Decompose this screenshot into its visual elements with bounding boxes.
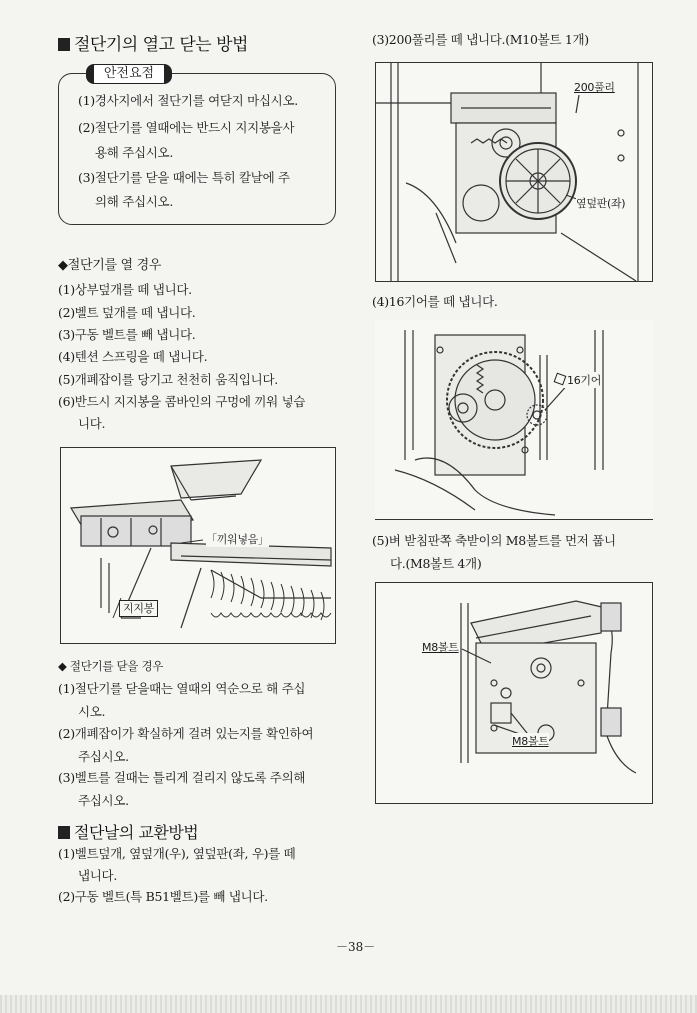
gear-marker-icon xyxy=(554,373,567,386)
square-bullet-icon xyxy=(58,38,70,51)
section-title-blade: 절단날의 교환방법 xyxy=(58,820,198,843)
blade-step-1-cont: 냅니다. xyxy=(78,868,117,883)
step-3-remove-pulley: (3)200풀리를 떼 냅니다.(M10볼트 1개) xyxy=(372,32,589,47)
close-step-2: (2)개폐잡이가 확실하게 걸려 있는지를 확인하여 xyxy=(58,726,314,741)
safety-line-2: (2)절단기를 열때에는 반드시 지지봉을사 xyxy=(78,120,295,135)
safety-line-3: 용해 주십시오. xyxy=(95,145,173,160)
bearing-plate-illustration xyxy=(376,583,654,805)
callout-m8-bolt-bottom: M8볼트 xyxy=(512,735,549,748)
pulley-illustration xyxy=(376,63,654,283)
blade-step-2: (2)구동 벨트(특 B51벨트)를 빼 냅니다. xyxy=(58,889,268,904)
open-step-6-cont: 니다. xyxy=(78,416,106,431)
scan-edge xyxy=(0,995,697,1013)
figure-m8-bolts xyxy=(375,582,653,804)
safety-tag xyxy=(86,64,172,84)
open-step-3: (3)구동 벨트를 빼 냅니다. xyxy=(58,327,196,342)
close-step-2-cont: 주십시오. xyxy=(78,749,129,764)
open-step-2: (2)벨트 덮개를 떼 냅니다. xyxy=(58,305,196,320)
open-step-1: (1)상부덮개를 떼 냅니다. xyxy=(58,282,192,297)
callout-side-cover-left: 옆덮판(좌) xyxy=(576,197,626,210)
cutter-open-illustration xyxy=(61,448,337,645)
safety-line-1: (1)경사지에서 절단기를 여닫지 마십시오. xyxy=(78,93,298,108)
callout-insert: 「끼워넣음」 xyxy=(206,533,269,546)
figure-gear xyxy=(375,320,653,520)
callout-200-pulley: 200풀리 xyxy=(574,81,615,94)
open-step-4: (4)텐션 스프링을 떼 냅니다. xyxy=(58,349,208,364)
page-number: －38－ xyxy=(336,940,376,954)
close-step-3-cont: 주십시오. xyxy=(78,793,129,808)
section-title-open-close: 절단기의 열고 닫는 방법 xyxy=(58,30,248,55)
blade-step-1: (1)벨트덮개, 옆덮개(우), 옆덮판(좌, 우)를 떼 xyxy=(58,846,296,861)
close-step-1: (1)절단기를 닫을때는 열때의 역순으로 해 주십 xyxy=(58,681,306,696)
step-5-loosen-bolts: (5)벼 받침판쪽 축받이의 M8볼트를 먼저 풉니 xyxy=(372,533,616,548)
callout-support-rod: 지지봉 xyxy=(119,600,158,617)
safety-line-5: 의해 주십시오. xyxy=(95,194,173,209)
step-4-remove-gear: (4)16기어를 떼 냅니다. xyxy=(372,294,498,309)
open-step-5: (5)개폐잡이를 당기고 천천히 움직입니다. xyxy=(58,372,278,387)
square-bullet-icon xyxy=(58,826,70,839)
callout-m8-bolt-top: M8볼트 xyxy=(422,641,459,654)
callout-16-gear: 16기어 xyxy=(555,372,601,388)
gear-illustration xyxy=(375,320,653,520)
figure-pulley xyxy=(375,62,653,282)
safety-line-4: (3)절단기를 닫을 때에는 특히 칼날에 주 xyxy=(78,170,290,185)
safety-tag-label: 안전요점 xyxy=(103,66,155,81)
figure-cutter-open xyxy=(60,447,336,644)
open-step-6: (6)반드시 지지봉을 콤바인의 구멍에 끼워 넣습 xyxy=(58,394,306,409)
step-5-cont: 다.(M8볼트 4개) xyxy=(390,556,482,571)
open-heading: ◆절단기를 열 경우 xyxy=(58,258,162,273)
close-step-1-cont: 시오. xyxy=(78,704,106,719)
close-step-3: (3)벨트를 걸때는 틀리게 걸리지 않도록 주의해 xyxy=(58,770,306,785)
close-heading: ◆ 절단기를 닫을 경우 xyxy=(58,659,164,673)
